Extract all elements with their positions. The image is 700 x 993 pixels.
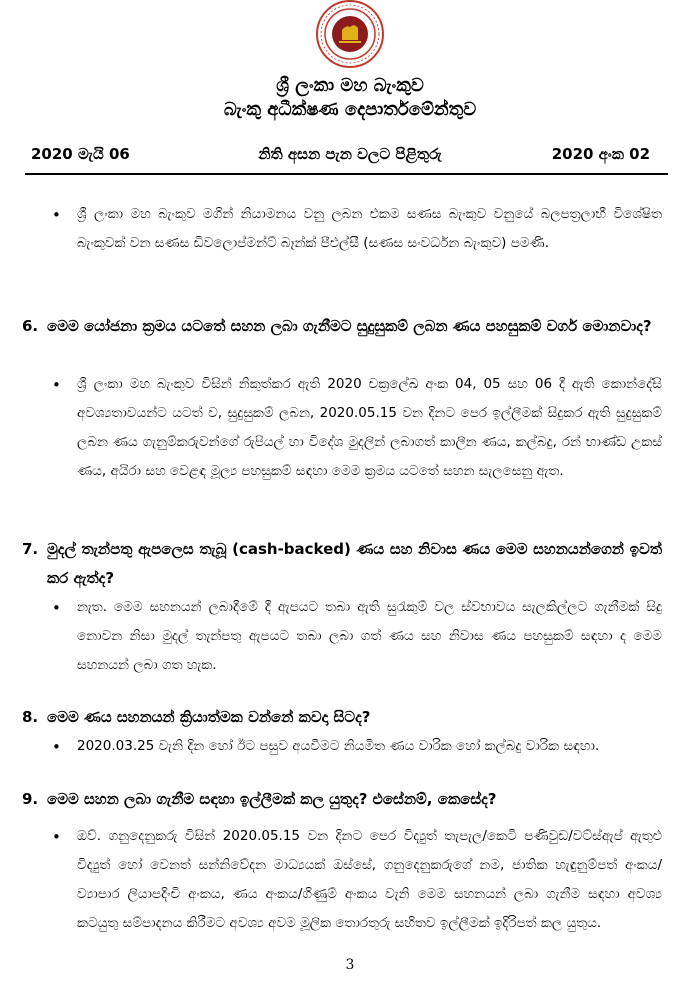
question-text: මෙම යෝජනා ක්‍රමය යටතේ සහන ලබා ගැනීමට සුදුසුකම් ලබන ණය පහසුකම් වර්ග මොනවාද? <box>47 317 652 335</box>
question-text: මෙම සහන ලබා ගැනීම සඳහා ඉල්ලීමක් කල යුතුද? එසේනම්, කෙසේද? <box>47 790 497 808</box>
header-divider <box>25 173 668 175</box>
answer-text: 2020.03.25 වැනි දින හෝ ඊට පසුව අයවීමට නියමිත ණය වාරික හෝ කල්බදු වාරික සඳහා. <box>77 738 600 754</box>
bullet-icon: • <box>52 599 61 617</box>
question-6 <box>22 312 662 341</box>
answer-text: නැත. මෙම සහනයන් ලබාදීමේ දී ඇපයට තබා ඇති සුරැකුම් වල ස්වභාවය සැලකිල්ලට ගැනීමක් සිදු නොවන නිසා මුදල් තැන්පතු ඇපයට තබා ලබා ගත් ණය සහ නිවාස ණය පහසුකම් සඳහා ද මෙම සහනයන් ලබා ගත හැක. <box>77 599 662 673</box>
answer-text: ශ්‍රී ලංකා මහ බැංකුව විසින් නිකුත්කර ඇති 2020 චක්‍රලේඛ අංක 04, 05 සහ 06 දී ඇති කොන්දේසි අවශ්‍යතාවයන්ට යටත් ව, සුදුසුකම් ලබන, 2020.05.15 වන දිනට පෙර ඉල්ලීමක් සිදුකර ඇති සුදුසුකම් ලබන ණය ගැනුම්කරුවන්ගේ රුපියල් හා විදේශ මුදලින් ලබාගත් කාලීන ණය, කල්බදු, රන් භාණ්ඩ උකස් ණය, අයිරා සහ වෙළඳ මූල්‍ය පහසුකම් සඳහා මෙම ක්‍රමය යටතේ සහන සැලසෙනු ඇත. <box>77 376 662 479</box>
question-9 <box>22 785 662 814</box>
question-number: 7. <box>22 540 39 558</box>
issue-number: 2020 අංක 02 <box>551 145 650 163</box>
question-number: 6. <box>22 317 39 335</box>
central-bank-seal-icon <box>311 0 389 70</box>
bullet-icon: • <box>52 738 61 756</box>
question-number: 8. <box>22 708 39 726</box>
department-name: බැංකු අධීක්ෂණ දෙපාර්තමේන්තුව <box>223 99 477 120</box>
organization-name: ශ්‍රී ලංකා මහ බැංකුව <box>276 75 424 96</box>
bullet-icon: • <box>52 206 61 224</box>
document-title: නිති අසන පැන වලට පිළිතුරු <box>258 145 442 163</box>
question-8 <box>22 703 662 732</box>
bullet-icon: • <box>52 828 61 846</box>
question-text: මුදල් තැන්පතු ඇපලෙස තැබූ (cash-backed) ණය සහ නිවාස ණය මෙම සහනයන්ගෙන් ඉවත් කර ඇත්ද? <box>47 540 662 587</box>
question-number: 9. <box>22 790 39 808</box>
answer-text: ඔව්. ගනුදෙනුකරු විසින් 2020.05.15 වන දිනට පෙර විද්‍යුත් තැපැල/කෙටි පණිවුඩ/වට්ස්ඇප් ඇතුළු විද්‍යුත් හෝ වෙනත් සන්නිවේදන මාධ්‍යයක් ඔස්සේ, ගනුදෙනුකරුගේ නම, ජාතික හැඳුනුම්පත් අංකය/ව්‍යාපාර ලියාපදිංචි අංකය, ණය අංකය/ගිණුම් අංකය වැනි මෙම සහනයන් ලබා ගැනීම සඳහා අවශ්‍ය කටයුතු සම්පාදනය කිරීමට අවශ්‍ය අවම මූලික තොරතුරු සහිතව ඉල්ලීමක් ඉදිරිපත් කල යුතුය. <box>77 828 662 931</box>
question-text: මෙම ණය සහනයන් ක්‍රියාත්මක වන්නේ කවදා සිටද? <box>47 708 371 726</box>
question-7 <box>22 535 662 593</box>
intro-bullet-text: ශ්‍රී ලංකා මහ බැංකුව මගින් නියාමනය වනු ලබන එකම සණස බැංකුව වනුයේ බලපත්‍රලාභී විශේෂිත බැංකුවක් වන සණස ඩිවලොප්මන්ට් බෑන්ක් පීඑල්සී (සණස සංවර්ධන බැංකුව) පමණි. <box>77 206 662 251</box>
document-date: 2020 මැයි 06 <box>31 145 130 163</box>
bullet-icon: • <box>52 376 61 394</box>
page-number: 3 <box>345 957 355 973</box>
